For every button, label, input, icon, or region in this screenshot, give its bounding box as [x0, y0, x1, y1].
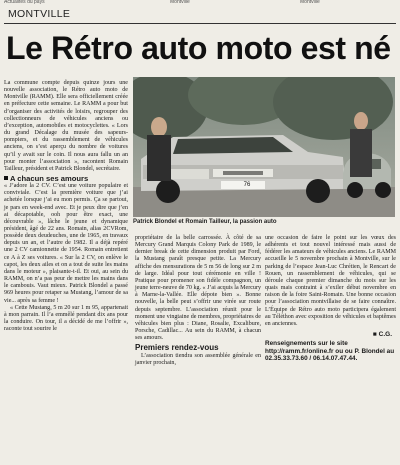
masthead-left: Actualités du pays [4, 0, 45, 5]
body-paragraph: « J’adore la 2 CV. C’est une voiture populaire et conviviale. C’est la première voiture que j’ai achetée lorsque j’ai eu mon permis. Ça se partout, je pars en week-end avec. Et je peux dire que j’en ai décapotable, ooh pour être exact, une découvrable », lâche le jeune et dynamique président, âgé de 22 ans. Romain, alias 2CVRom, possède deux deudeuches, une de 1965, en travaux depuis un an, et l’autre de 1982. Il a déjà repéré une 2 CV camionnette de 1954. Romain entretient ce A à Z ses voitures. « Sur la 2 CV, on enlève le capot, les deux ailes et on a tout de suite les mains dans le moteur », plaisante-t-il. Et oui, au sein du RAMM, on n’a pas peur de mettre les mains dans le cambouis. Vaut mieux. Patrick Blondel a passé 969 heures pour retaper sa Mustang, l’amour de sa vie... après sa femme ! [4, 183, 128, 304]
middle-column [135, 235, 261, 367]
intro-paragraph: La commune compte depuis quinze jours une nouvelle association, le Rétro auto moto de Montville (RAMM). Elle sera officiellement créée en préfecture cette semaine. Le RAMM a pour but d’organiser des activités de loisirs, regrouper des collectionneurs de véhicules anciens ou d’exception, automobiles et motocyclettes. « Lors du grand Décalage du musée des sapeurs-pompiers, et du rassemblement de véhicules anciens, on s’est aperçu du nombre de voitures qu’il y avait sur le coin. Il nous aura fallu un an pour monter l’association », racontent Romain Tailleur, président et Patrick Blondel, secrétaire. [4, 80, 128, 172]
subhead-middle: Premiers rendez-vous [135, 343, 219, 353]
masthead [0, 0, 400, 6]
article-photo [133, 77, 395, 217]
subhead-left-text: A chacun ses amours [10, 174, 89, 184]
masthead-center: Montville [170, 0, 190, 5]
bullet-square-icon [4, 176, 8, 180]
headline: Le Rétro auto moto est né [6, 30, 391, 66]
subhead-left [4, 174, 128, 183]
section-divider [4, 23, 396, 24]
section-label: MONTVILLE [8, 8, 71, 20]
license-plate: 76 [229, 181, 265, 189]
masthead-right: Montville [300, 0, 320, 5]
body-paragraph: « Cette Mustang, 5 m 20 sur 1 m 95, appartenait à mon parrain. Il l’a emmêlé pendant dix ans pour la conduire. On tour, il a décidé de me l’offrir », raconte tout sourire le [4, 304, 128, 333]
photo-caption: Patrick Blondel et Romain Tailleur, la passion auto [133, 219, 277, 225]
author-signature: ■ C.G. [372, 331, 392, 339]
contact-info: Renseignements sur le site http://ramm.fr/online.fr ou ou P. Blondel au 02.35.33.73.60 / 06.14.07.47.44. [265, 340, 395, 363]
body-paragraph: L’association tiendra son assemblée générale en janvier prochain, [135, 352, 261, 366]
body-paragraph: une occasion de faire le point sur les vœux des adhérents et tout nouvel intéressé mais aussi de fédérer les amateurs de véhicules anciens. Le RAMM accueille le 5 novembre prochain à Montville, sur le parking de l’espace Jean-Luc Chrétien, le Rencart de Rouen, un rassemblement de véhicules, qui se déroule chaque premier dimanche du mois sur les quais mais contraint à s’exiler début novembre en raison de la foire Saint-Romain. Une bonne occasion pour l’association montvillaise de se faire connaître. L’Équipe de Rétro auto moto participera également au Téléthon avec exposition de véhicules et baptêmes en anciennes. [265, 235, 396, 327]
left-column [4, 80, 128, 333]
body-paragraph: propriétaire de la belle carrossée. À côté de sa Mercury Grand Marquis Colony Park de 1989, le dernier break de cette dimension produit par Ford, la Mustang paraît presque petite. La Mercury affiche des mensurations de 5 m 56 de long sur 2 m de large. Idéal pour tout cérémonie en ville ! Pratique pour promener son fidèle compagnon, un jeune terre-neuve de 70 kg. « J’ai acquis la Mercury à Marne-la-Vallée. Elle dépote bien ». Bonne nouvelle, la belle peut s’offrir une virée sur route depuis septembre. L’association réunit pour le moment une vingtaine de membres, propriétaires de véhicules bien plus : Diane, Rosalie, Excalibure, Porsche, Cadillac... Au sein du RAMM, à chacun ses amours. [135, 235, 261, 342]
right-column [265, 235, 396, 363]
classic-cars-photo-icon [133, 77, 395, 217]
